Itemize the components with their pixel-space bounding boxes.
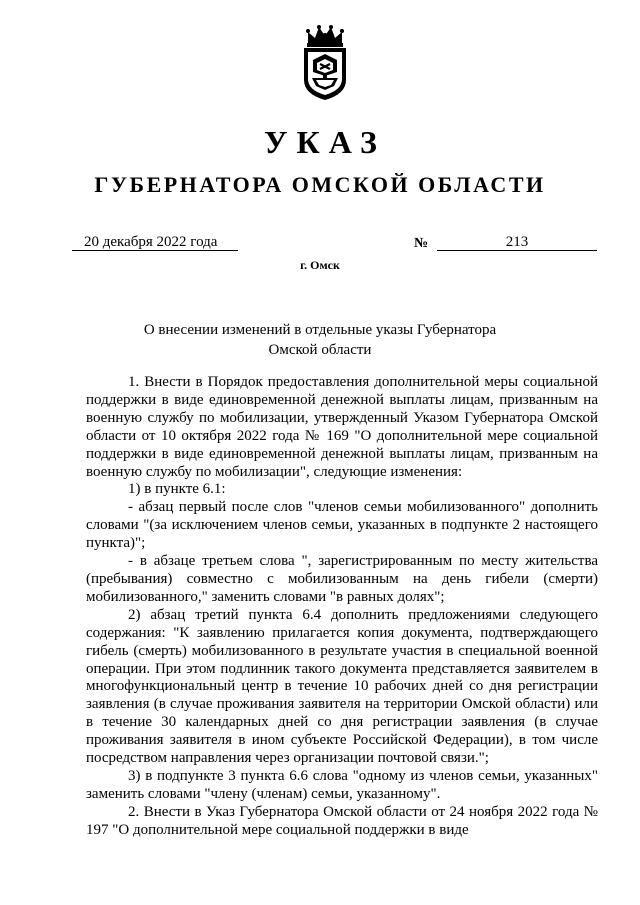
body-paragraph: 2) абзац третий пункта 6.4 дополнить предложениями следующего содержания: "К заявлению прилагается копия документа, подтверждающего гибель (смерть) мобилизованного в результате участия в специальной военной операции. При этом подлинник такого документа представляется заявителем в многофункциональный центр в течение 10 рабочих дней со дня регистрации заявления (в случае проживания заявителя на территории Омской области) или в течение 30 календарных дней со дня регистрации заявления (в случае проживания заявителя в ином субъекте Российской Федерации), в том числе посредством направления через организации почтовой связи."; — [86, 606, 598, 767]
subject-line-1: О внесении изменений в отдельные указы Губернатора — [143, 322, 497, 338]
document-number-label: № — [414, 236, 429, 251]
body-paragraph: 1. Внести в Порядок предоставления дополнительной меры социальной поддержки в виде единовременной денежной выплаты лицам, призванным на военную службу по мобилизации, утвержденный Указом Губернатора Омской области от 10 октября 2022 года № 169 "О дополнительной мере социальной поддержки в виде единовременной денежной выплаты лицам, призванным на военную службу по мобилизации", следующие изменения: — [86, 374, 598, 480]
coat-of-arms-emblem — [298, 24, 352, 102]
document-date — [72, 234, 238, 251]
subject-line-2: Омской области — [268, 342, 372, 358]
document-subject — [120, 320, 520, 360]
document-city: г. Омск — [300, 258, 340, 272]
body-paragraph: 3) в подпункте 3 пункта 6.6 слова "одному из членов семьи, указанных" заменить словами "члену (членам) семьи, указанному". — [86, 767, 598, 802]
body-paragraph: - абзац первый после слов "членов семьи мобилизованного" дополнить словами "(за исключением членов семьи, указанных в подпункте 2 настоящего пункта)"; — [86, 499, 598, 552]
document-date-text: 20 декабря 2022 года — [84, 234, 218, 250]
document-body — [86, 374, 598, 840]
body-paragraph: 2. Внести в Указ Губернатора Омской области от 24 ноября 2022 года № 197 "О дополнительной мере социальной поддержки в виде — [86, 803, 598, 838]
document-issuer: ГУБЕРНАТОРА ОМСКОЙ ОБЛАСТИ — [94, 172, 546, 197]
document-number: 213 — [437, 234, 597, 251]
body-paragraph: 1) в пункте 6.1: — [128, 481, 226, 498]
body-paragraph: - в абзаце третьем слова ", зарегистрированным по месту жительства (пребывания) совместно с мобилизованным на день гибели (смерти) мобилизованного," заменить словами "в равных долях"; — [86, 553, 598, 605]
document-title: УКАЗ — [264, 124, 386, 160]
